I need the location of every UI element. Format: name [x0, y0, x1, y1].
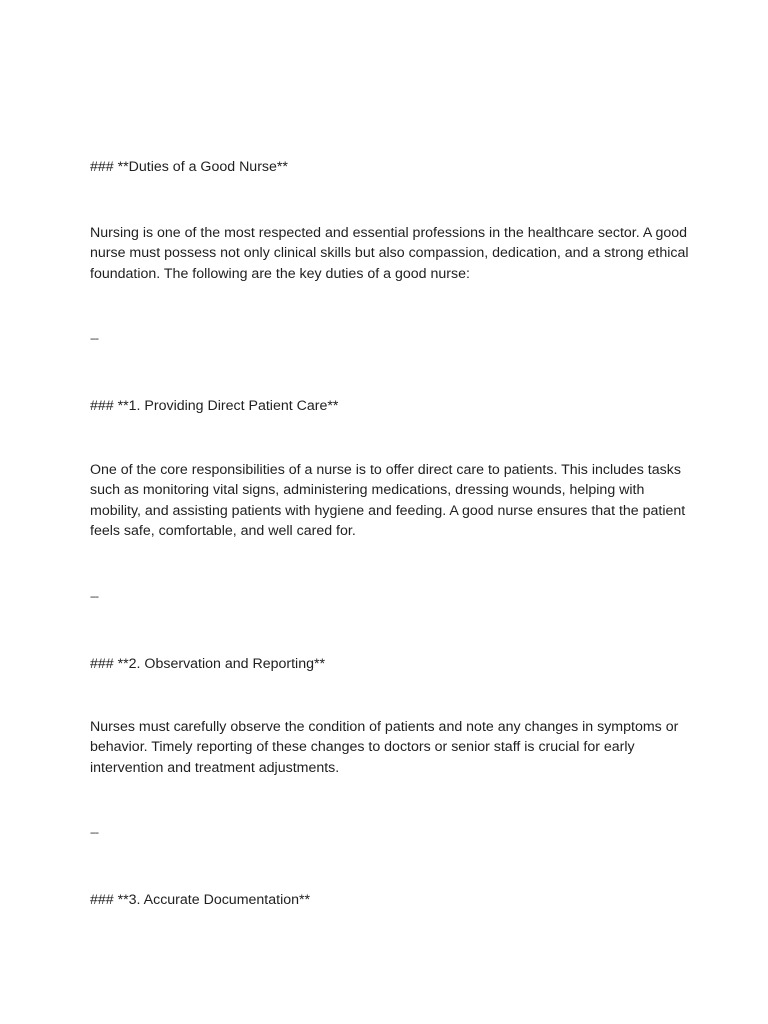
section-heading-1: ### **1. Providing Direct Patient Care** [90, 398, 339, 414]
paragraph-line: behavior. Timely reporting of these changes to doctors or senior staff is crucial for early [90, 739, 635, 756]
document-title: ### **Duties of a Good Nurse** [90, 159, 288, 175]
paragraph-line: such as monitoring vital signs, administering medications, dressing wounds, helping with [90, 482, 645, 499]
paragraph-line: nurse must possess not only clinical skills but also compassion, dedication, and a strong ethical [90, 245, 689, 262]
paragraph-line: One of the core responsibilities of a nurse is to offer direct care to patients. This includes tasks [90, 462, 681, 478]
intro-paragraph [90, 223, 690, 284]
section-separator: --- [90, 333, 98, 345]
paragraph-line: mobility, and assisting patients with hygiene and feeding. A good nurse ensures that the patient [90, 502, 686, 519]
paragraph-line: foundation. The following are the key duties of a good nurse: [90, 265, 470, 282]
section-separator: --- [90, 591, 98, 603]
section-1-paragraph [90, 460, 690, 541]
paragraph-line: Nurses must carefully observe the condition of patients and note any changes in symptoms or [90, 719, 679, 735]
section-separator: --- [90, 827, 98, 839]
section-heading-3: ### **3. Accurate Documentation** [90, 892, 311, 908]
section-heading-2: ### **2. Observation and Reporting** [90, 656, 326, 672]
paragraph-line: feels safe, comfortable, and well cared for. [90, 522, 356, 539]
section-2-paragraph [90, 717, 690, 778]
paragraph-line: intervention and treatment adjustments. [90, 759, 340, 776]
paragraph-line: Nursing is one of the most respected and essential professions in the healthcare sector. A good [90, 225, 688, 241]
